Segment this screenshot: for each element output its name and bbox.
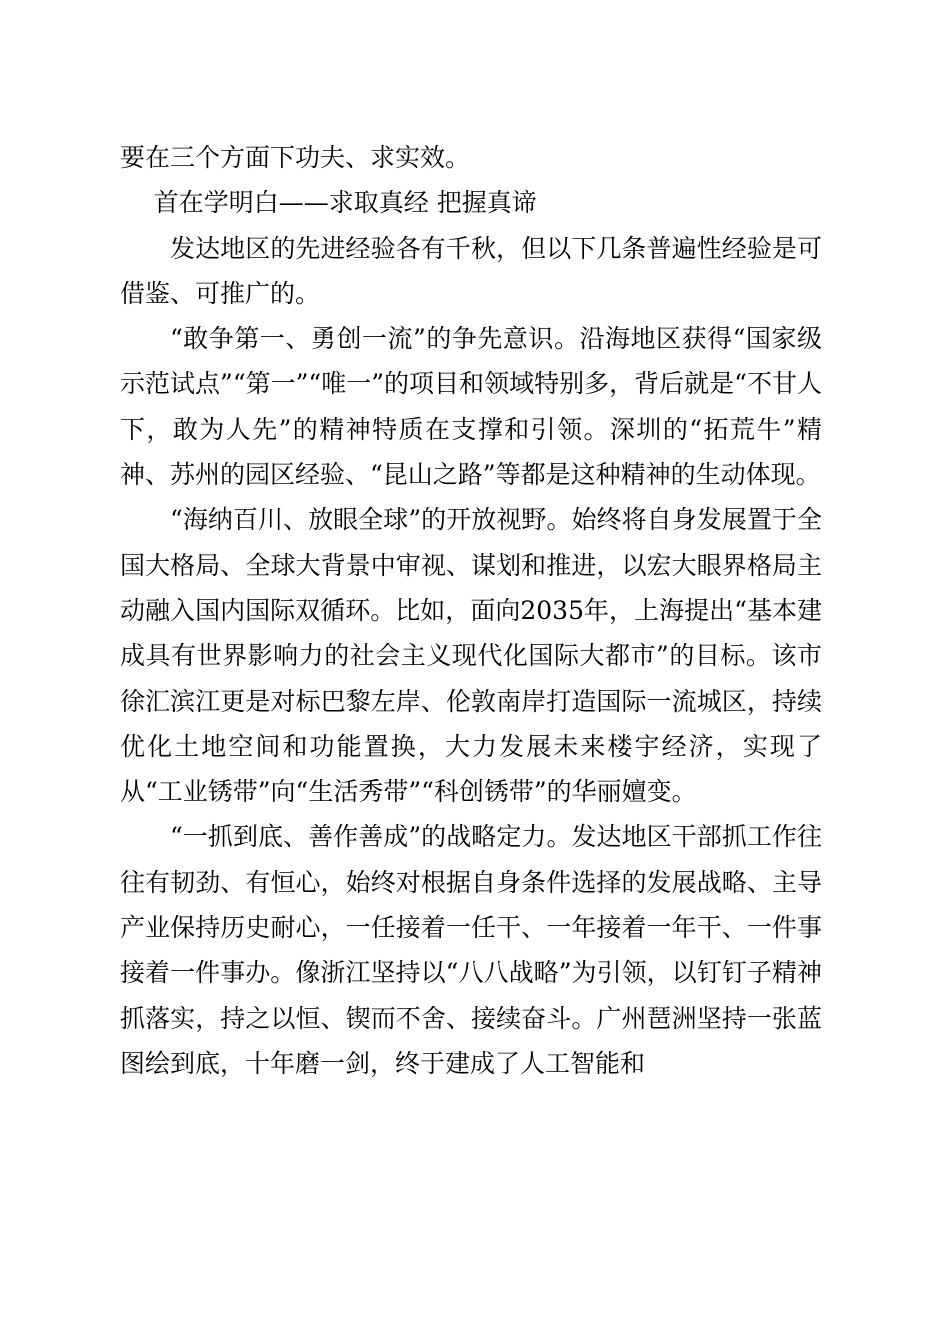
paragraph-continuation: 要在三个方面下功夫、求实效。 xyxy=(120,143,471,172)
paragraph-open-vision: “海纳百川、放眼全球”的开放视野。始终将自身发展置于全国大格局、全球大背景中审视、谋划和推进，以宏大眼界格局主动融入国内国际双循环。比如，面向2035年，上海提出“基本建成具有世界影响力的社会主义现代化国际大都市”的目标。该市徐汇滨江更是对标巴黎左岸、伦敦南岸打造国际一流城区，持续优化土地空间和功能置换，大力发展未来楼宇经济，实现了从“工业锈带”向“生活秀带”“科创锈带”的华丽嬗变。 xyxy=(120,505,822,807)
paragraph-intro: 发达地区的先进经验各有千秋，但以下几条普遍性经验是可借鉴、可推广的。 xyxy=(120,233,822,308)
paragraph-strategic-focus: “一抓到底、善作善成”的战略定力。发达地区干部抓工作往往有韧劲、有恒心，始终对根据自身条件选择的发展战略、主导产业保持历史耐心，一任接着一任干、一年接着一年干、一件事接着一件事办。像浙江坚持以“八八战略”为引领，以钉钉子精神抓落实，持之以恒、锲而不舍、接续奋斗。广州琶洲坚持一张蓝图绘到底，十年磨一剑，终于建成了人工智能和 xyxy=(120,822,822,1078)
document-body xyxy=(120,135,822,1086)
paragraph-pioneering-spirit: “敢争第一、勇创一流”的争先意识。沿海地区获得“国家级示范试点”“第一”“唯一”的项目和领域特别多，背后就是“不甘人下，敢为人先”的精神特质在支撑和引领。深圳的“拓荒牛”精神、苏州的园区经验、“昆山之路”等都是这种精神的生动体现。 xyxy=(120,324,822,490)
section-heading: 首在学明白——求取真经 把握真谛 xyxy=(153,188,537,218)
